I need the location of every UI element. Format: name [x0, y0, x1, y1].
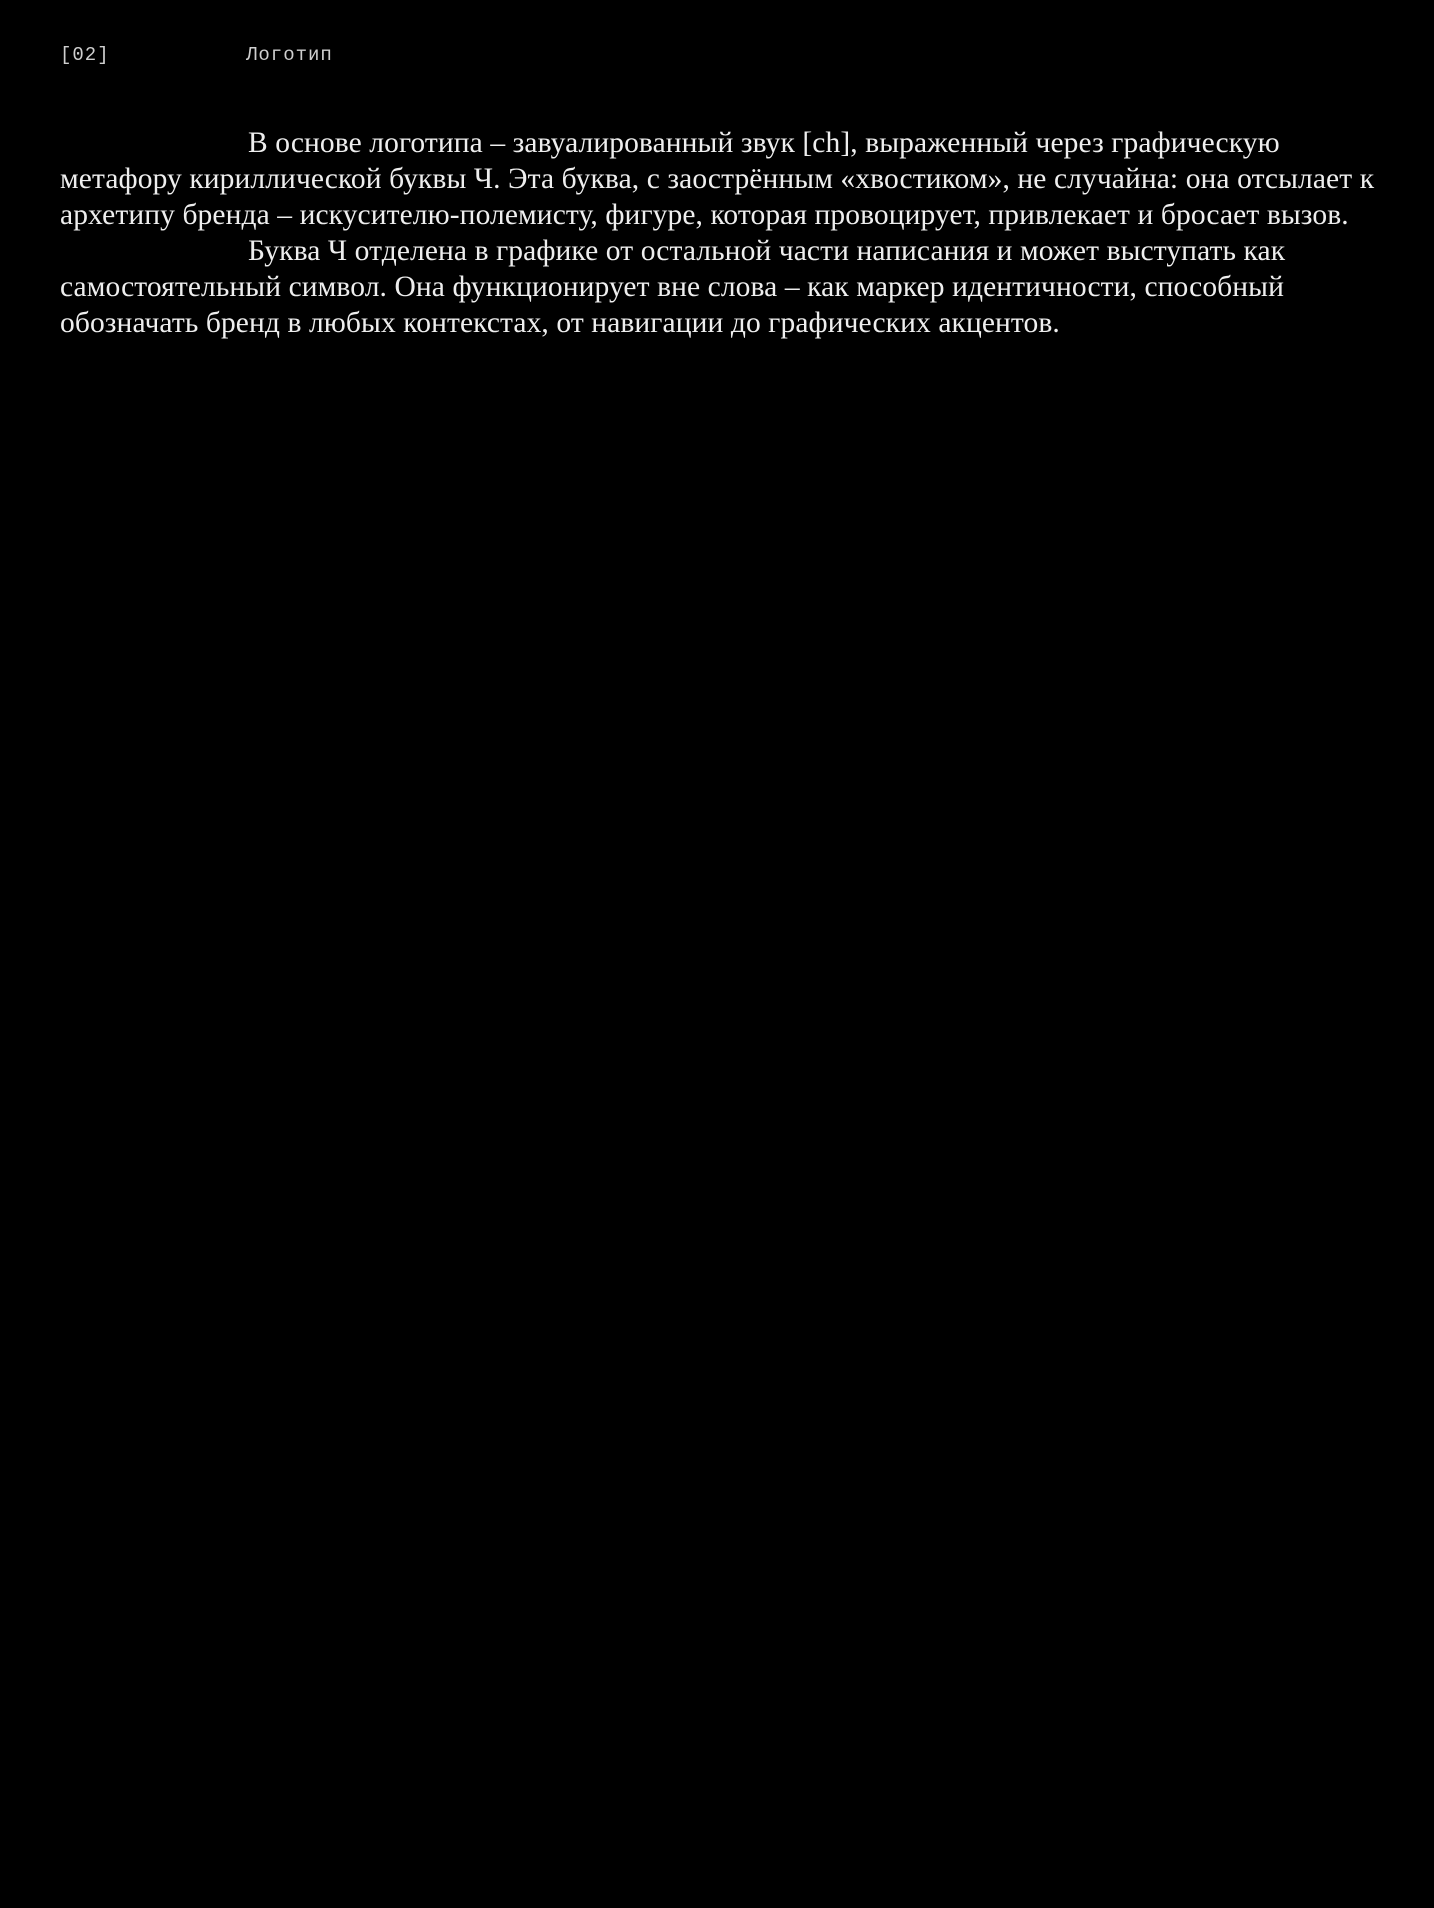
section-header: [60, 44, 1374, 72]
paragraph: Буква Ч отделена в графике от остальной части написания и может выступать как самостоятельный символ. Она функционирует вне слова – как маркер идентичности, способный обозначать бренд в любых контекстах, от навигации до графических акцентов.: [60, 235, 1286, 339]
section-number: [02]: [60, 44, 110, 66]
paragraph: В основе логотипа – завуалированный звук [ch], выраженный через графическую метафору кириллической буквы Ч. Эта буква, с заострённым «хвостиком», не случайна: она отсылает к архетипу бренда – искусителю-полемисту, фигуре, которая провоцирует, привлекает и бросает вызов.: [60, 127, 1375, 231]
body-text: [60, 125, 1392, 341]
section-title: Логотип: [246, 44, 333, 66]
